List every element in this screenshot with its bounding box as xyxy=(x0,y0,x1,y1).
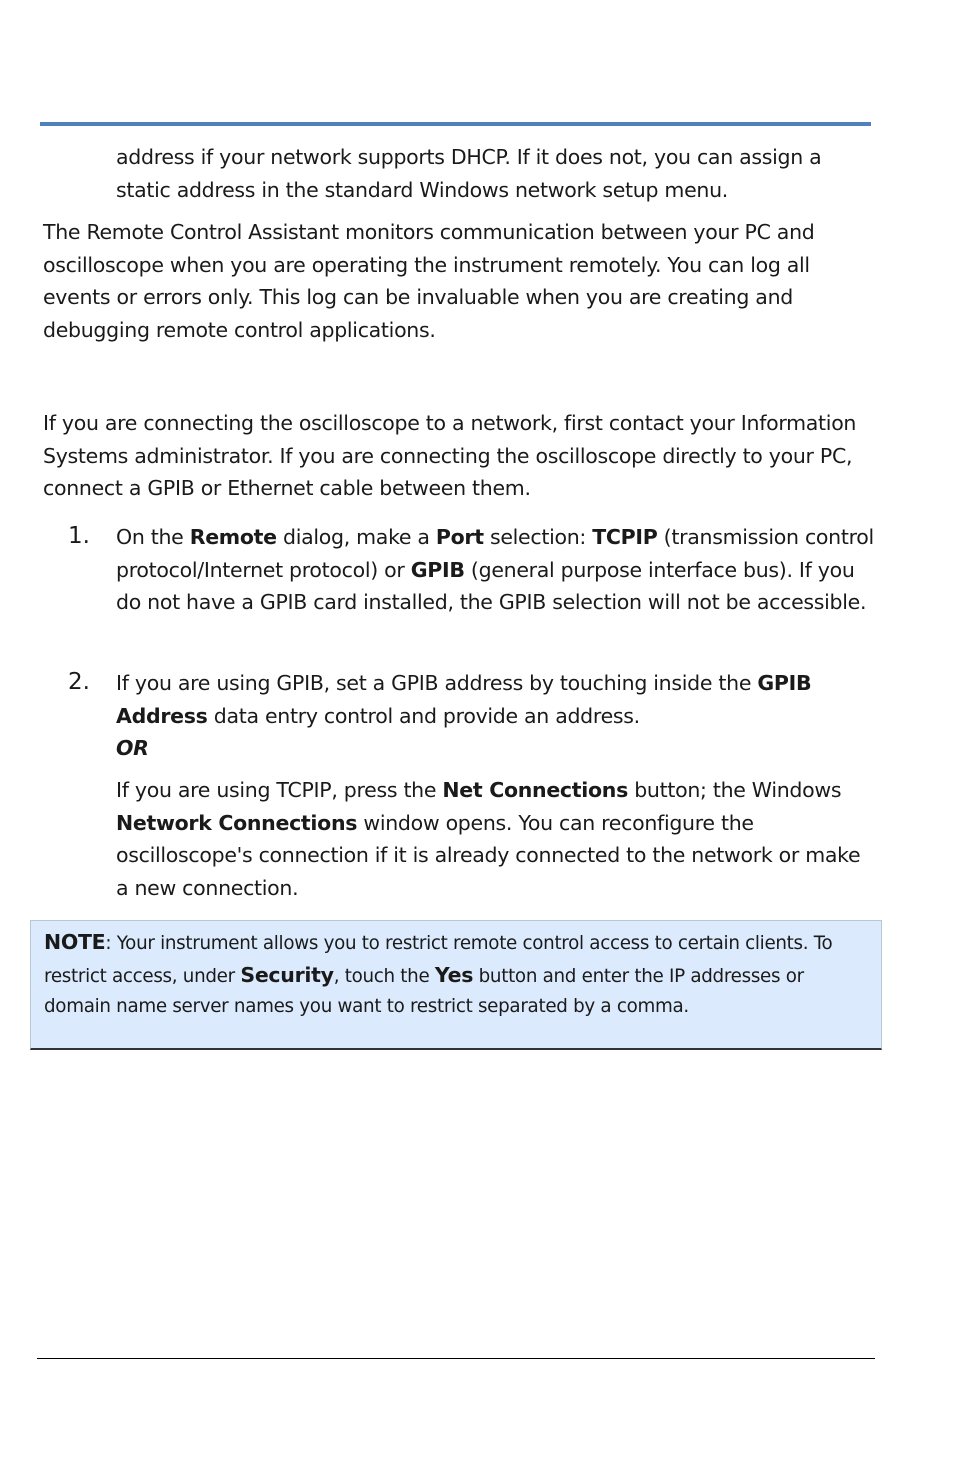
bold-term-remote: Remote xyxy=(189,525,277,549)
text-span: dialog, make a xyxy=(276,525,436,549)
bold-term-network-connections: Network Connections xyxy=(116,810,358,835)
text-span: window opens. You can reconfigure the oscilloscope's connection if it is already connected to the network or make a new connection. xyxy=(116,810,861,900)
continuation-text: address if your network supports DHCP. If it does not, you can assign a static address in the standard Windows network setup menu. xyxy=(116,145,822,202)
or-label: OR xyxy=(116,736,149,760)
bold-term-net-connections: Net Connections xyxy=(442,778,628,802)
text-span: button; the Windows xyxy=(627,778,842,802)
text-span: On the xyxy=(116,525,190,549)
step-number-2: 2. xyxy=(68,669,90,695)
bold-term-gpib-address: GPIB Address xyxy=(116,671,812,728)
step-2-tcpip-text xyxy=(116,774,876,904)
bold-term-yes: Yes xyxy=(434,962,474,987)
step-2-text xyxy=(116,667,876,765)
header-rule xyxy=(40,122,871,126)
text-span: button and enter the IP addresses or domain name server names you want to restrict separated by a comma. xyxy=(44,965,804,1017)
text-span: (general purpose interface bus). If you do not have a GPIB card installed, the GPIB selection will not be accessible. xyxy=(116,557,867,614)
bold-term-tcpip: TCPIP xyxy=(592,525,658,549)
note-label: NOTE xyxy=(44,930,106,954)
note-box xyxy=(30,920,882,1050)
step-1-text xyxy=(116,521,876,619)
bold-term-port: Port xyxy=(435,525,484,549)
text-span: If you are using TCPIP, press the xyxy=(116,778,443,802)
footer-rule xyxy=(37,1358,875,1359)
text-span: data entry control and provide an address. xyxy=(207,703,640,728)
intro-paragraph: The Remote Control Assistant monitors communication between your PC and oscilloscope when you are operating the instrument remotely. You can log all events or errors only. This log can be invaluable when you are creating and debugging remote control applications. xyxy=(43,220,815,342)
text-span: selection: xyxy=(483,525,593,549)
step-number-1: 1. xyxy=(68,523,90,549)
bold-term-gpib: GPIB xyxy=(410,557,465,582)
bold-term-security: Security xyxy=(240,962,334,987)
connect-paragraph: If you are connecting the oscilloscope to a network, first contact your Information Systems administrator. If you are connecting the oscilloscope directly to your PC, connect a GPIB or Ethernet cable between them. xyxy=(43,411,857,500)
text-span: : Your instrument allows you to restrict remote control access to certain clients. To restrict access, under xyxy=(44,933,833,987)
text-span: If you are using GPIB, set a GPIB address by touching inside the xyxy=(116,671,758,695)
note-text xyxy=(44,927,868,1023)
text-span: , touch the xyxy=(333,965,435,987)
text-span: (transmission control protocol/Internet protocol) or xyxy=(116,525,874,582)
